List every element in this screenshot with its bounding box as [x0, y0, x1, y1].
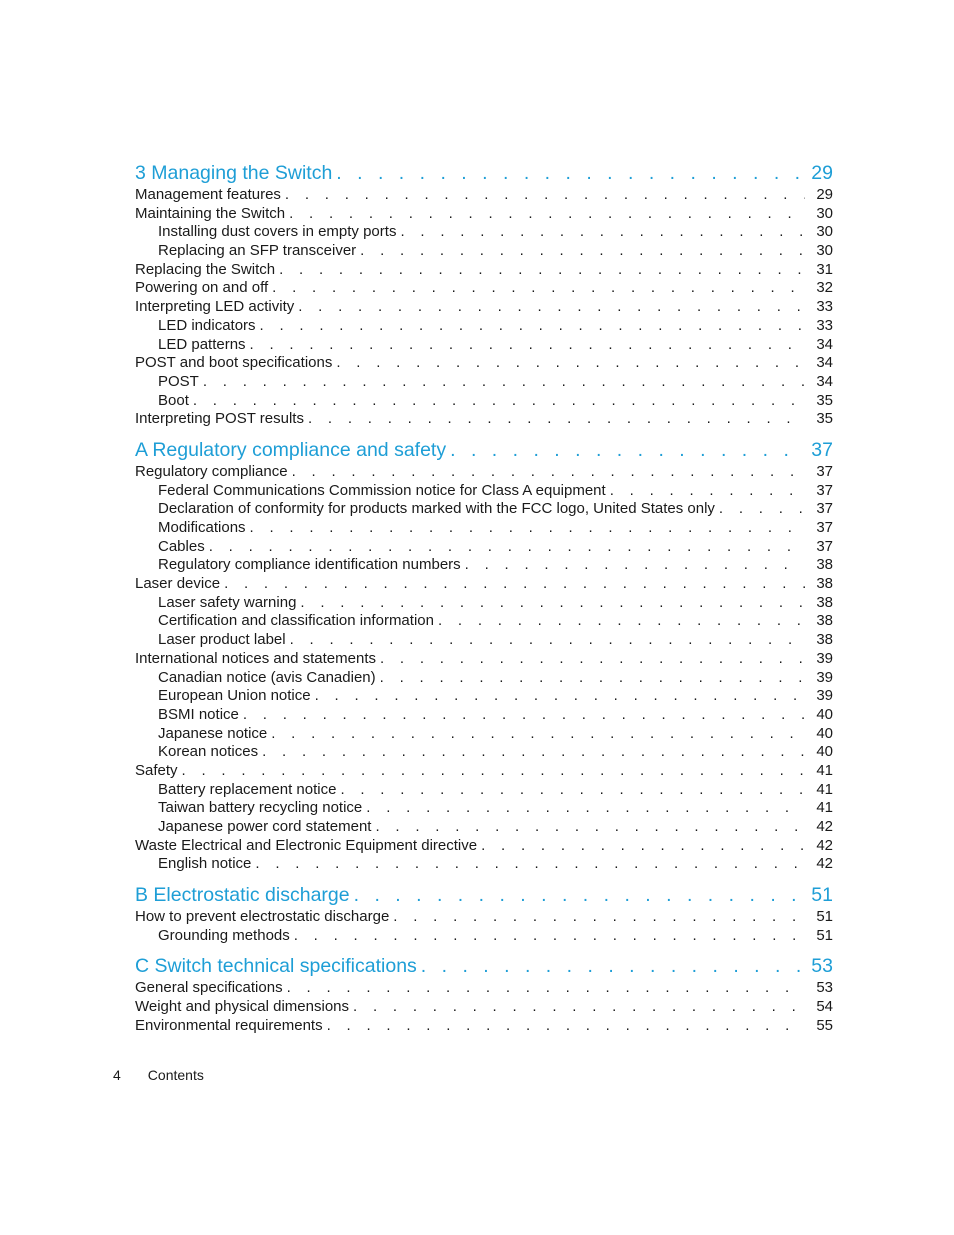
toc-subentry-label: Laser safety warning: [158, 593, 297, 611]
toc-subentry-label: Certification and classification information: [158, 612, 434, 630]
dot-leader: [279, 261, 805, 280]
toc-entry[interactable]: [135, 979, 833, 998]
toc-entry[interactable]: [135, 186, 833, 205]
dot-leader: [255, 855, 805, 874]
dot-leader: [250, 519, 805, 538]
toc-entry-label: Regulatory compliance: [135, 462, 288, 480]
table-of-contents: [135, 160, 833, 1044]
toc-entry[interactable]: [135, 298, 833, 317]
toc-subentry-label: European Union notice: [158, 687, 311, 705]
toc-subentry-label: Japanese power cord statement: [158, 818, 372, 835]
toc-subentry-page-number: 40: [816, 705, 833, 723]
toc-entry-label: Management features: [135, 186, 281, 203]
toc-subentry[interactable]: [135, 725, 833, 744]
dot-leader: [262, 743, 805, 762]
toc-subentry[interactable]: [135, 482, 833, 501]
toc-entry-label: International notices and statements: [135, 649, 376, 667]
toc-entry[interactable]: [135, 998, 833, 1017]
toc-chapter-heading[interactable]: [135, 437, 833, 463]
toc-subentry[interactable]: [135, 818, 833, 837]
toc-entry-page-number: 38: [816, 575, 833, 593]
toc-entry[interactable]: [135, 261, 833, 280]
toc-entry[interactable]: [135, 650, 833, 669]
toc-entry-label: Replacing the Switch: [135, 260, 276, 278]
toc-entry-label: POST and boot specifications: [135, 354, 333, 372]
dot-leader: [340, 781, 805, 800]
dot-leader: [271, 725, 805, 744]
toc-subentry[interactable]: [135, 242, 833, 261]
dot-leader: [438, 612, 805, 631]
toc-section: [135, 160, 833, 429]
toc-chapter-heading-label: B Electrostatic discharge: [135, 884, 350, 907]
toc-entry-page-number: 30: [816, 204, 833, 222]
dot-leader: [400, 223, 805, 242]
dot-leader: [260, 317, 805, 336]
toc-entry-label: Laser device: [135, 575, 221, 593]
dot-leader: [203, 373, 805, 392]
toc-entry[interactable]: [135, 762, 833, 781]
dot-leader: [610, 482, 805, 501]
toc-subentry-label: Replacing an SFP transceiver: [158, 242, 357, 260]
toc-section: [135, 882, 833, 945]
toc-entry-page-number: 32: [816, 279, 833, 297]
toc-subentry-label: LED patterns: [158, 335, 246, 353]
toc-subentry[interactable]: [135, 799, 833, 818]
toc-subentry-page-number: 40: [816, 724, 833, 742]
toc-entry[interactable]: [135, 908, 833, 927]
toc-entry-label: Interpreting LED activity: [135, 298, 295, 316]
toc-subentry[interactable]: [135, 519, 833, 538]
toc-entry[interactable]: [135, 205, 833, 224]
toc-subentry-page-number: 51: [816, 926, 833, 944]
toc-chapter-heading-page-number: 51: [811, 884, 833, 907]
toc-subentry-label: Taiwan battery recycling notice: [158, 799, 363, 817]
toc-subentry-page-number: 39: [816, 668, 833, 686]
toc-entry[interactable]: [135, 354, 833, 373]
toc-subentry-page-number: 41: [816, 799, 833, 817]
toc-entry-page-number: 39: [816, 649, 833, 667]
toc-subentry[interactable]: [135, 781, 833, 800]
dot-leader: [209, 538, 805, 557]
toc-subentry[interactable]: [135, 687, 833, 706]
toc-chapter-heading-page-number: 37: [811, 438, 833, 461]
toc-subentry[interactable]: [135, 927, 833, 946]
dot-leader: [182, 762, 805, 781]
toc-entry-page-number: 55: [816, 1016, 833, 1034]
toc-subentry-label: Grounding methods: [158, 926, 290, 944]
toc-subentry-page-number: 38: [816, 612, 833, 630]
footer-page-number: 4: [113, 1067, 121, 1083]
toc-chapter-heading[interactable]: [135, 882, 833, 908]
dot-leader: [224, 575, 805, 594]
toc-subentry-label: Regulatory compliance identification numbers: [158, 556, 461, 574]
toc-subentry-page-number: 34: [816, 372, 833, 390]
toc-entry-page-number: 29: [816, 186, 833, 203]
toc-subentry[interactable]: [135, 594, 833, 613]
toc-entry[interactable]: [135, 410, 833, 429]
dot-leader: [298, 298, 805, 317]
toc-entry-page-number: 31: [816, 260, 833, 278]
toc-entry-page-number: 53: [816, 979, 833, 997]
toc-subentry-page-number: 40: [816, 743, 833, 761]
toc-subentry-label: English notice: [158, 855, 252, 873]
dot-leader: [380, 650, 805, 669]
toc-entry[interactable]: [135, 279, 833, 298]
toc-entry-page-number: 37: [816, 462, 833, 480]
toc-subentry-page-number: 30: [816, 242, 833, 260]
toc-entry-page-number: 54: [816, 998, 833, 1016]
dot-leader: [308, 410, 805, 429]
toc-section: [135, 437, 833, 874]
toc-chapter-heading-label: A Regulatory compliance and safety: [135, 438, 447, 461]
toc-subentry[interactable]: [135, 500, 833, 519]
toc-subentry-label: Modifications: [158, 519, 246, 536]
page-footer: [113, 1067, 204, 1083]
toc-subentry-label: LED indicators: [158, 316, 256, 334]
toc-subentry[interactable]: [135, 669, 833, 688]
toc-chapter-heading-page-number: 53: [811, 955, 833, 978]
dot-leader: [315, 687, 805, 706]
dot-leader: [481, 837, 805, 856]
dot-leader: [300, 594, 805, 613]
toc-subentry[interactable]: [135, 743, 833, 762]
toc-entry-page-number: 42: [816, 836, 833, 854]
dot-leader: [421, 953, 805, 979]
toc-entry-page-number: 35: [816, 410, 833, 428]
toc-entry-page-number: 33: [816, 298, 833, 316]
dot-leader: [289, 205, 805, 224]
dot-leader: [294, 927, 805, 946]
toc-subentry-label: Federal Communications Commission notice for Class A equipment: [158, 481, 606, 499]
dot-leader: [290, 631, 805, 650]
toc-subentry[interactable]: [135, 706, 833, 725]
toc-entry[interactable]: [135, 1017, 833, 1036]
dot-leader: [366, 799, 805, 818]
toc-subentry-page-number: 37: [816, 500, 833, 518]
toc-chapter-heading-page-number: 29: [811, 162, 833, 184]
dot-leader: [243, 706, 805, 725]
dot-leader: [360, 242, 805, 261]
dot-leader: [375, 818, 805, 837]
toc-entry-label: Powering on and off: [135, 279, 269, 297]
toc-entry-label: Maintaining the Switch: [135, 204, 286, 222]
toc-subentry[interactable]: [135, 556, 833, 575]
toc-subentry-label: Installing dust covers in empty ports: [158, 223, 397, 241]
toc-subentry-page-number: 42: [816, 818, 833, 835]
toc-subentry[interactable]: [135, 538, 833, 557]
toc-entry-label: How to prevent electrostatic discharge: [135, 908, 390, 926]
toc-subentry-label: Korean notices: [158, 743, 259, 761]
dot-leader: [465, 556, 805, 575]
toc-section: [135, 953, 833, 1035]
toc-subentry-label: BSMI notice: [158, 705, 239, 723]
toc-entry-label: Safety: [135, 761, 178, 779]
toc-subentry[interactable]: [135, 336, 833, 355]
toc-subentry-page-number: 38: [816, 631, 833, 649]
dot-leader: [250, 336, 805, 355]
dot-leader: [336, 160, 805, 186]
dot-leader: [292, 463, 805, 482]
toc-subentry-page-number: 39: [816, 687, 833, 705]
toc-chapter-heading[interactable]: [135, 160, 833, 186]
toc-subentry-page-number: 37: [816, 481, 833, 499]
toc-subentry-page-number: 30: [816, 223, 833, 241]
toc-subentry-page-number: 38: [816, 556, 833, 574]
toc-subentry[interactable]: [135, 317, 833, 336]
toc-subentry-label: Japanese notice: [158, 724, 268, 742]
toc-entry[interactable]: [135, 463, 833, 482]
dot-leader: [354, 882, 805, 908]
toc-subentry[interactable]: [135, 631, 833, 650]
toc-subentry-page-number: 38: [816, 593, 833, 611]
toc-subentry-page-number: 37: [816, 519, 833, 536]
dot-leader: [393, 908, 805, 927]
toc-subentry[interactable]: [135, 223, 833, 242]
toc-subentry-label: Declaration of conformity for products marked with the FCC logo, United States only: [158, 500, 715, 518]
toc-subentry-label: Battery replacement notice: [158, 780, 337, 798]
toc-subentry[interactable]: [135, 612, 833, 631]
toc-entry-label: Weight and physical dimensions: [135, 998, 350, 1016]
toc-subentry-label: Laser product label: [158, 631, 286, 649]
toc-subentry-page-number: 41: [816, 780, 833, 798]
toc-subentry-page-number: 33: [816, 316, 833, 334]
toc-subentry[interactable]: [135, 855, 833, 874]
toc-subentry[interactable]: [135, 392, 833, 411]
dot-leader: [327, 1017, 805, 1036]
toc-entry-page-number: 41: [816, 761, 833, 779]
toc-chapter-heading-label: 3 Managing the Switch: [135, 162, 333, 184]
toc-subentry-page-number: 34: [816, 335, 833, 353]
dot-leader: [272, 279, 805, 298]
dot-leader: [193, 392, 805, 411]
toc-subentry-label: Cables: [158, 537, 205, 555]
toc-entry-label: Waste Electrical and Electronic Equipment directive: [135, 836, 478, 854]
toc-subentry-label: POST: [158, 372, 199, 390]
toc-chapter-heading-label: C Switch technical specifications: [135, 955, 417, 978]
toc-entry[interactable]: [135, 837, 833, 856]
toc-entry-label: Environmental requirements: [135, 1016, 323, 1034]
dot-leader: [336, 354, 805, 373]
toc-entry-page-number: 51: [816, 908, 833, 926]
toc-entry-page-number: 34: [816, 354, 833, 372]
toc-entry[interactable]: [135, 575, 833, 594]
toc-subentry-label: Boot: [158, 391, 189, 409]
dot-leader: [285, 186, 805, 205]
toc-subentry[interactable]: [135, 373, 833, 392]
toc-subentry-page-number: 37: [816, 537, 833, 555]
toc-subentry-label: Canadian notice (avis Canadien): [158, 668, 376, 686]
toc-chapter-heading[interactable]: [135, 953, 833, 979]
toc-subentry-page-number: 42: [816, 855, 833, 873]
dot-leader: [287, 979, 805, 998]
footer-section-name: Contents: [147, 1067, 204, 1083]
dot-leader: [719, 500, 805, 519]
dot-leader: [450, 437, 805, 463]
dot-leader: [380, 669, 805, 688]
toc-subentry-page-number: 35: [816, 391, 833, 409]
toc-entry-label: Interpreting POST results: [135, 410, 304, 428]
dot-leader: [353, 998, 805, 1017]
toc-entry-label: General specifications: [135, 979, 283, 997]
